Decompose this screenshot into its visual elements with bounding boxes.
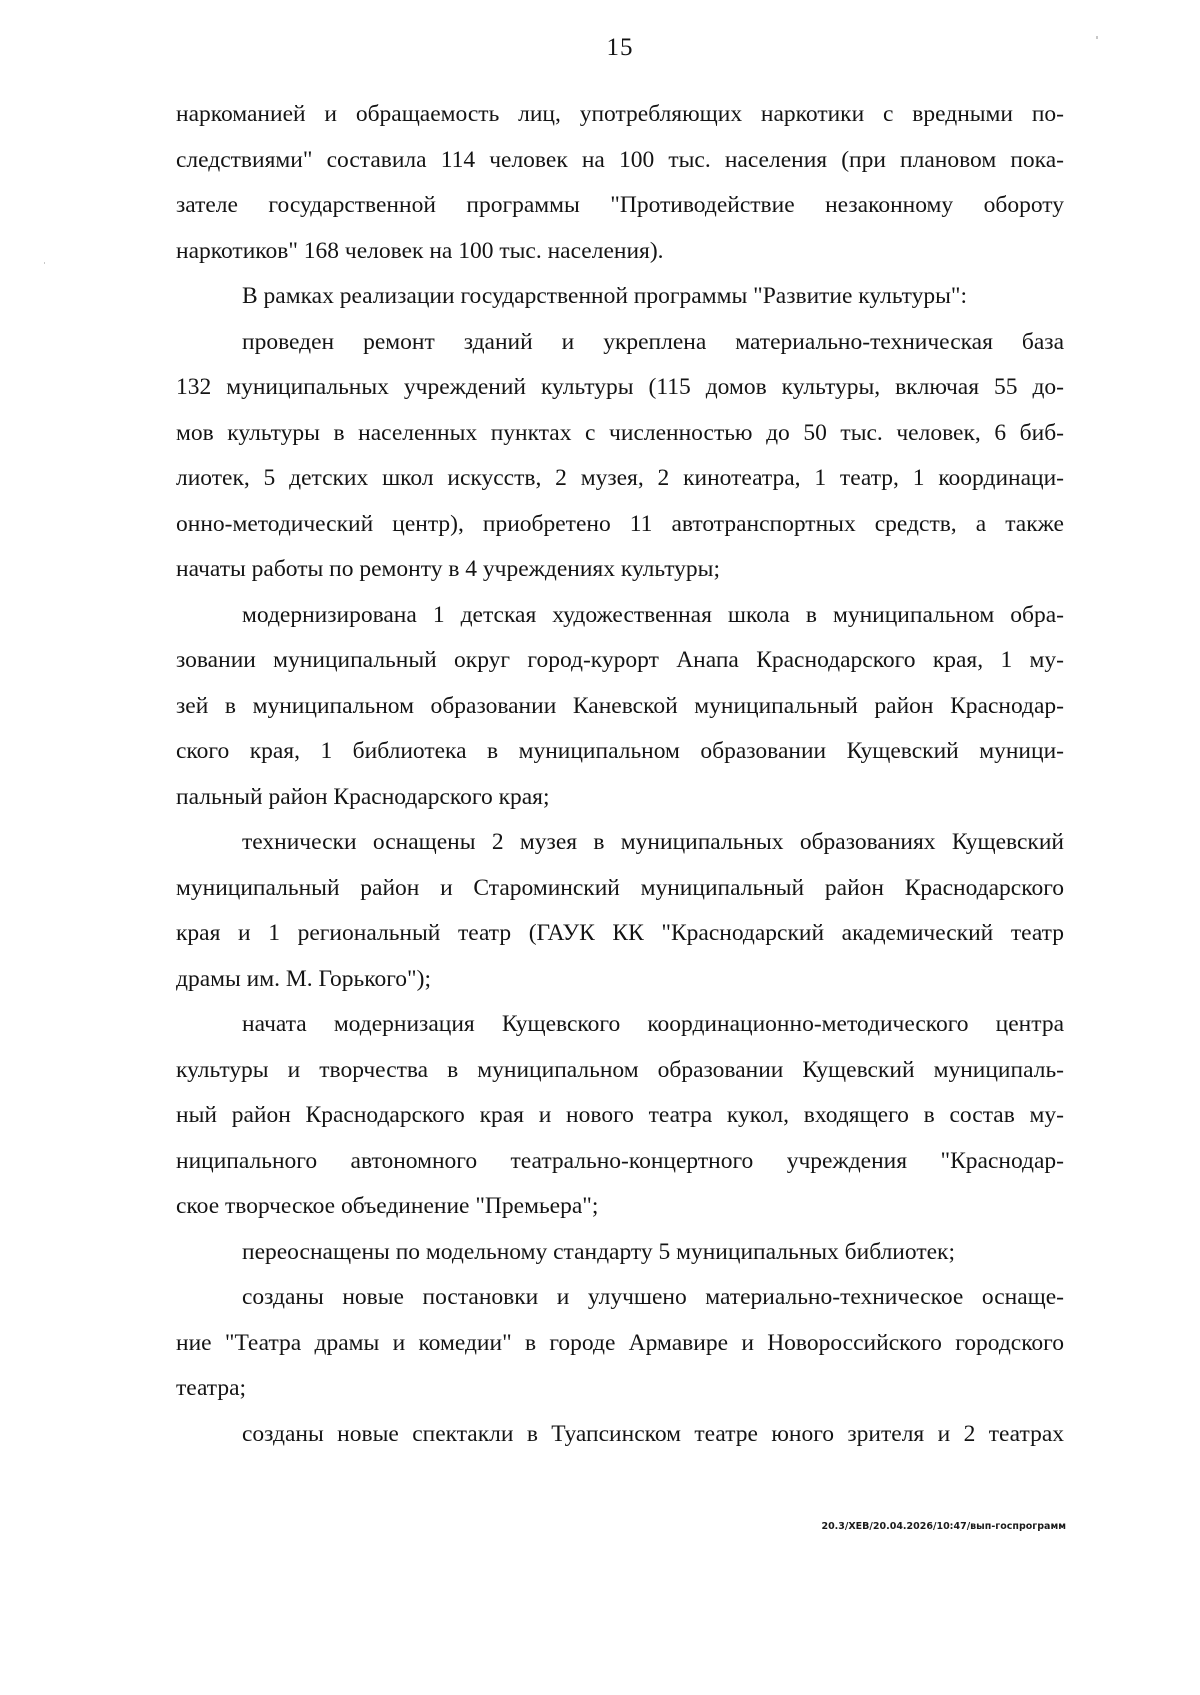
text-line: следствиями" составила 114 человек на 100 тыс. населения (при плановом пока- <box>176 146 1064 173</box>
text-line: созданы новые спектакли в Туапсинском театре юного зрителя и 2 театрах <box>242 1420 1064 1447</box>
text-line: драмы им. М. Горького"); <box>176 965 431 992</box>
paragraph <box>176 1275 1064 1412</box>
text-line: проведен ремонт зданий и укреплена материально-техническая база <box>242 328 1064 355</box>
text-line: модернизирована 1 детская художественная школа в муниципальном обра- <box>242 601 1064 628</box>
paragraph <box>176 1412 1064 1458</box>
text-line: муниципальный район и Староминский муниципальный район Краснодарского <box>176 874 1064 901</box>
paragraph <box>176 593 1064 821</box>
text-line: театра; <box>176 1375 247 1401</box>
text-line: созданы новые постановки и улучшено материально-техническое оснаще- <box>242 1284 1064 1310</box>
text-line: культуры и творчества в муниципальном образовании Кущевский муниципаль- <box>176 1056 1064 1083</box>
text-line: края и 1 региональный театр (ГАУК КК "Краснодарский академический театр <box>176 920 1064 946</box>
text-line: 132 муниципальных учреждений культуры (115 домов культуры, включая 55 до- <box>176 374 1064 400</box>
paragraph <box>176 1230 1064 1276</box>
body-text <box>176 92 1064 1457</box>
text-line: В рамках реализации государственной программы "Развитие культуры": <box>242 283 968 309</box>
paragraph <box>176 820 1064 1002</box>
paragraph <box>176 92 1064 274</box>
paragraph <box>176 274 1064 320</box>
text-line: ный район Краснодарского края и нового театра кукол, входящего в состав му- <box>176 1102 1064 1128</box>
text-line: онно-методический центр), приобретено 11 автотранспортных средств, а также <box>176 510 1064 537</box>
text-line: ское творческое объединение "Премьера"; <box>176 1193 599 1219</box>
text-line: ского края, 1 библиотека в муниципальном образовании Кущевский муници- <box>176 738 1064 764</box>
text-line: наркотиков" 168 человек на 100 тыс. населения). <box>176 237 664 264</box>
paragraph <box>176 320 1064 593</box>
text-line: пальный район Краснодарского края; <box>176 783 550 810</box>
text-line: зовании муниципальный округ город-курорт Анапа Краснодарского края, 1 му- <box>176 647 1064 673</box>
scan-mark <box>1096 36 1098 39</box>
scan-mark <box>44 262 45 264</box>
text-line: наркоманией и обращаемость лиц, употребляющих наркотики с вредными по- <box>176 101 1064 127</box>
text-line: технически оснащены 2 музея в муниципальных образованиях Кущевский <box>242 829 1064 855</box>
text-line: начата модернизация Кущевского координационно-методического центра <box>242 1011 1064 1037</box>
text-line: мов культуры в населенных пунктах с численностью до 50 тыс. человек, 6 биб- <box>176 419 1064 446</box>
document-code: 20.3/ХЕВ/20.04.2026/10:47/вып-госпрограмм <box>821 1521 1066 1532</box>
text-line: ниципального автономного театрально-концертного учреждения "Краснодар- <box>176 1147 1064 1174</box>
text-line: зателе государственной программы "Противодействие незаконному обороту <box>176 192 1064 218</box>
paragraph <box>176 1002 1064 1230</box>
text-line: переоснащены по модельному стандарту 5 муниципальных библиотек; <box>242 1238 955 1265</box>
text-line: ние "Театра драмы и комедии" в городе Армавире и Новороссийского городского <box>176 1329 1064 1356</box>
page-number: 15 <box>606 34 634 61</box>
text-line: зей в муниципальном образовании Каневской муниципальный район Краснодар- <box>176 692 1064 719</box>
text-line: начаты работы по ремонту в 4 учреждениях культуры; <box>176 556 720 582</box>
text-line: лиотек, 5 детских школ искусств, 2 музея, 2 кинотеатра, 1 театр, 1 координаци- <box>176 465 1064 491</box>
